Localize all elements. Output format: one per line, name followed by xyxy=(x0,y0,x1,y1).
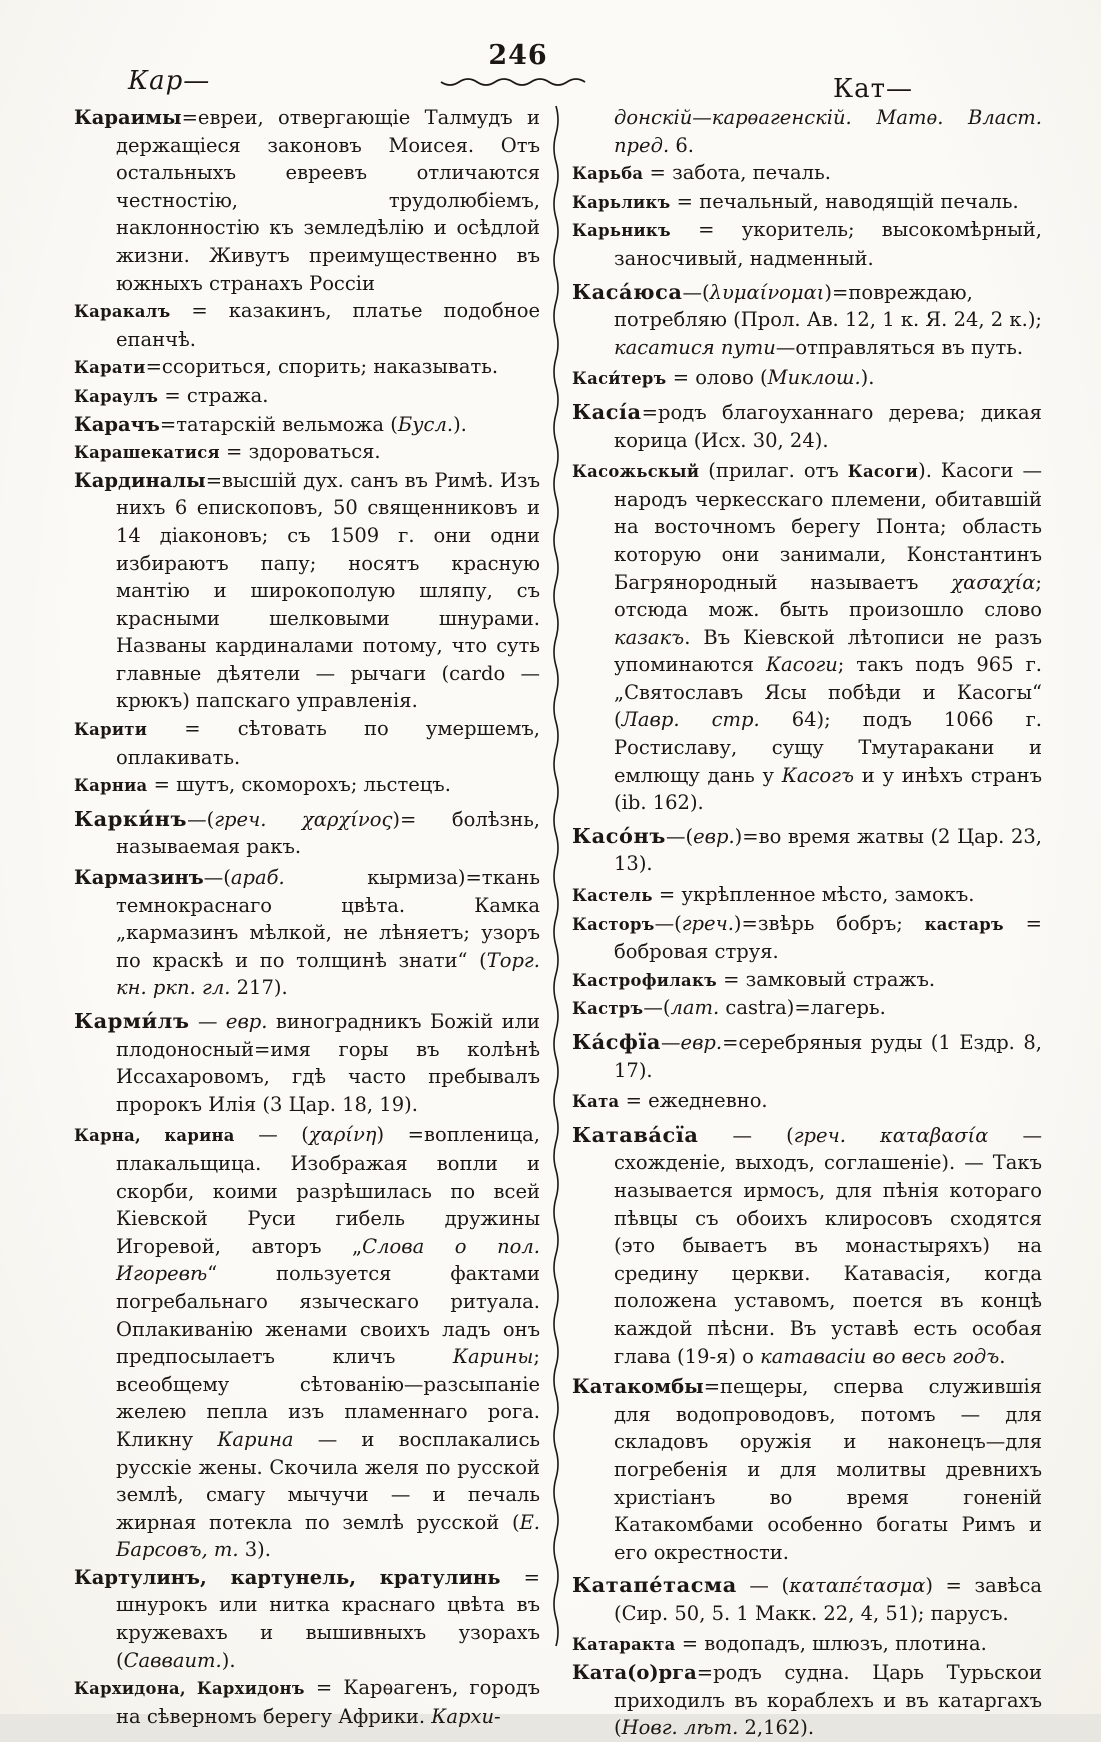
headword: Карьба xyxy=(572,164,644,184)
entry-text: = стража. xyxy=(158,383,269,407)
entry-text: )=во время жатвы (2 Цар. 23, 13). xyxy=(614,824,1042,876)
entry-text: = ежедневно. xyxy=(619,1089,768,1113)
headword: Караулъ xyxy=(74,386,159,406)
entry-text: =родъ благоуханнаго дерева; дикая корица (Исх. 30, 24). xyxy=(614,400,1042,452)
headword: Карниа xyxy=(74,776,148,796)
headword: Касторъ xyxy=(572,914,655,934)
entry-text-i: Кархи- xyxy=(431,1704,501,1728)
page-number-underline xyxy=(438,76,598,88)
entry-text: = бобровая струя. xyxy=(614,911,1042,964)
entry-text-i: Е. Барсовъ, т. xyxy=(116,1510,540,1562)
dictionary-entry xyxy=(572,398,1042,454)
entry-text-i: Карины xyxy=(452,1345,534,1369)
entry-text: = сѣтовать по умершемъ, оплакивать. xyxy=(116,717,540,769)
dictionary-entry xyxy=(572,1121,1042,1370)
left-column xyxy=(74,104,540,1742)
entry-text: ). xyxy=(221,1648,236,1672)
entry-text-i: греч. xyxy=(214,807,302,831)
headword: Кардиналы xyxy=(74,468,206,492)
entry-text-g: χασαχία xyxy=(951,570,1036,594)
entry-text-i: греч. xyxy=(793,1123,880,1147)
dictionary-entry xyxy=(572,1659,1042,1742)
entry-text: = шнурокъ или нитка краснаго цвѣта въ кружевахъ и вышивныхъ узорахъ ( xyxy=(116,1565,540,1672)
dictionary-entry xyxy=(572,216,1042,272)
column-divider xyxy=(540,104,572,1742)
dictionary-entry xyxy=(572,1028,1042,1084)
entry-text: — ( xyxy=(234,1123,309,1147)
entry-text: ). Касоги — народъ черкесскаго племени, обитавшій на восточномъ берегу Понта; область которую они занимали, Константинъ Багрянородный называетъ xyxy=(614,459,1043,594)
headword: Караимы xyxy=(74,106,182,129)
entry-text: —( xyxy=(203,866,231,890)
headword: Картулинъ, картунель, кратулинь xyxy=(74,1565,501,1589)
entry-text: = водопадъ, шлюзъ, плотина. xyxy=(675,1632,987,1656)
entry-text-i: лат. xyxy=(670,996,720,1020)
entry-text: =евреи, отвергающіе Талмудъ и держащіеся законовъ Моисея. Отъ остальныхъ евреевъ отличаются честностію, трудолюбіемъ, наклонностію къ земледѣлію и осѣдлой жизни. Живутъ преимущественно въ южныхъ странахъ Россіи xyxy=(116,106,540,295)
two-column-text xyxy=(74,104,1042,1742)
entry-text: ). xyxy=(453,412,467,436)
entry-text: 217). xyxy=(230,976,288,1000)
headword: Карна, карина xyxy=(74,1126,235,1146)
headword: Каси́теръ xyxy=(572,369,667,389)
entry-text-g: καταβασία xyxy=(879,1123,989,1147)
dictionary-entry xyxy=(74,805,540,861)
dictionary-entry xyxy=(572,457,1042,817)
entry-text-i: Торг. кн. ркп. гл. xyxy=(116,948,540,1000)
entry-text: 64); подъ 1066 г. Ростиславу, сущу Тмутаракани и емлющу дань у xyxy=(614,708,1042,787)
dictionary-entry xyxy=(572,1630,1042,1659)
dictionary-entry xyxy=(572,1087,1042,1116)
entry-text: кырмиза)=ткань темнокраснаго цвѣта. Камка „кармазинъ мѣлкой, не лѣняетъ; узоръ по краскѣ и по толщинѣ знати“ ( xyxy=(116,866,540,972)
entry-text-s: Касоги xyxy=(847,462,919,482)
entry-text: =высшій дух. санъ въ Римѣ. Изъ нихъ 6 епископовъ, 50 священниковъ и 14 діаконовъ; съ 1509 г. они одни избираютъ папу; носятъ красную мантію и широкополую шляпу, съ красными шелковыми шнурами. Названы кардиналами потому, что суть главные дѣятели — рычаги (cardo — крюкъ) папскаго управленія. xyxy=(116,468,540,713)
entry-text: —( xyxy=(654,911,682,935)
headword: Каракалъ xyxy=(74,302,171,322)
entry-text: ) = завѣса (Сир. 50, 5. 1 Макк. 22, 4, 51); парусъ. xyxy=(614,1574,1042,1625)
entry-text-i: Слова о пол. Игоревѣ xyxy=(116,1234,540,1286)
entry-text-i: евр. xyxy=(680,1031,723,1054)
entry-text: ; всеобщему сѣтованію—разсыпаніе желею пепла изъ пламеннаго рога. Кликну xyxy=(116,1345,540,1451)
entry-text: =пещеры, сперва служившія для водопроводовъ, потомъ — для складовъ оружія и наконецъ—для погребенія и для молитвы древнихъ христіанъ во время гоненій Катакомбами особенно богаты Римъ и его окрестности. xyxy=(614,1375,1042,1564)
dictionary-entry xyxy=(74,1121,540,1564)
entry-text-i: евр. xyxy=(225,1010,268,1033)
dictionary-entry xyxy=(74,864,540,1002)
entry-text: ; отсюда мож. быть произошло слово xyxy=(614,570,1042,622)
entry-text: — ( xyxy=(698,1123,794,1147)
entry-text: — и восплакались русскіе жены. Скочила желя по русской землѣ, смагу мычучи — и печаль жирная потекла по землѣ русской ( xyxy=(116,1427,540,1534)
headword: Катава́сїа xyxy=(572,1121,699,1147)
dictionary-entry xyxy=(572,910,1042,966)
entry-text-i: Новг. лѣт. xyxy=(621,1716,739,1740)
dictionary-entry xyxy=(572,881,1042,910)
headword: Карьликъ xyxy=(572,192,671,212)
dictionary-entry xyxy=(74,1674,540,1730)
entry-text-i: донскій—карѳагенскій. Матѳ. Власт. пред. xyxy=(614,106,1042,157)
dictionary-entry xyxy=(74,438,540,467)
entry-text: = укрѣпленное мѣсто, замокъ. xyxy=(652,883,975,907)
dictionary-entry xyxy=(74,715,540,771)
entry-text: — схожденіе, выходъ, соглашеніе). — Такъ называется ирмосъ, для пѣнія котораго пѣвцы съ обоихъ клиросовъ сходятся (это бываетъ въ монастыряхъ) на средину церкви. Катавасія, когда положена уставомъ, поется въ концѣ каждой пѣсни. Въ уставѣ есть особая глава (19-я) о xyxy=(614,1123,1043,1368)
entry-text-i: евр. xyxy=(693,824,735,848)
headword: Катапе́тасма xyxy=(572,1572,737,1598)
dictionary-entry xyxy=(74,297,540,353)
headword: Ката(о)рга xyxy=(572,1661,697,1685)
entry-text: = казакинъ, платье подобное епанчѣ. xyxy=(116,299,540,351)
dictionary-entry xyxy=(572,364,1042,393)
entry-text: — ( xyxy=(736,1574,790,1598)
entry-text-i: Бусл. xyxy=(397,412,454,436)
entry-text: =серебряныя руды (1 Ездр. 8, 17). xyxy=(614,1031,1042,1082)
dictionary-entry xyxy=(572,278,1042,362)
entry-text: ). xyxy=(860,366,875,390)
right-column-header: Кат— xyxy=(833,74,914,104)
entry-text-i: Лавр. стр. xyxy=(621,708,760,732)
headword: Карати xyxy=(74,358,146,378)
dictionary-entry xyxy=(572,1571,1042,1627)
left-column-header: Кар— xyxy=(128,66,211,96)
headword: Ката xyxy=(572,1092,620,1112)
entry-text-i: Миклош. xyxy=(767,366,861,390)
headword: Каса́юса xyxy=(572,278,683,304)
entry-text-g: χαρίνη xyxy=(308,1123,377,1147)
entry-text-s: кастаръ xyxy=(924,914,1004,934)
headword: Касожьскый xyxy=(572,462,700,482)
entry-text: . xyxy=(999,1344,1006,1368)
entry-text: = печальный, наводящій печаль. xyxy=(670,189,1019,213)
dictionary-entry xyxy=(74,382,540,411)
continuation-paragraph xyxy=(572,104,1042,159)
dictionary-entry xyxy=(74,1564,540,1674)
entry-text: = олово ( xyxy=(666,366,768,390)
headword: Катаракта xyxy=(572,1635,676,1655)
dictionary-entry xyxy=(572,822,1042,878)
entry-text-i: казакъ xyxy=(614,625,685,649)
entry-text: = здороваться. xyxy=(219,440,381,464)
entry-text: —( xyxy=(682,280,710,304)
entry-text-i: Касогъ xyxy=(781,763,854,787)
entry-text: ; такъ подъ 965 г. „Святославъ Ясы побѣди и Касогы“ ( xyxy=(614,653,1043,732)
dictionary-entry xyxy=(572,994,1042,1023)
entry-text: (прилаг. отъ xyxy=(699,459,848,483)
headword: Кастрофилакъ xyxy=(572,970,717,990)
headword: Касі́а xyxy=(572,398,642,424)
page-number: 246 xyxy=(488,40,548,71)
dictionary-entry xyxy=(74,104,540,297)
entry-text: = Карѳагенъ, городъ на сѣверномъ берегу Африки. xyxy=(116,1676,541,1728)
headword: Карми́лъ xyxy=(74,1008,190,1033)
headword: Кармазинъ xyxy=(74,866,204,890)
dictionary-entry xyxy=(572,1373,1042,1566)
entry-text: 2,162). xyxy=(738,1716,815,1740)
entry-text: ) =вопленица, плакальщица. Изображая вопли и скорби, коими разрѣшилась по всей Кіевской Руси гибель дружины Игоревой, авторъ „ xyxy=(116,1123,540,1258)
headword: Карачъ xyxy=(74,412,160,436)
entry-text: = замковый стражъ. xyxy=(716,967,936,991)
entry-text: =ссориться, спорить; наказывать. xyxy=(145,355,499,379)
headword: Карашекатися xyxy=(74,443,220,463)
entry-text: =татарскій вельможа ( xyxy=(159,412,398,436)
headword: Касо́нъ xyxy=(572,822,666,848)
entry-text: = укоритель; высокомѣрный, заносчивый, надменный. xyxy=(614,218,1042,270)
dictionary-entry xyxy=(572,159,1042,188)
dictionary-entry xyxy=(74,353,540,382)
entry-text-g: χαρχίνος xyxy=(301,807,393,831)
entry-text: 6. xyxy=(669,133,694,157)
entry-text: и у инѣхъ странъ (ib. 162). xyxy=(614,763,1042,815)
entry-text-i: Савваит. xyxy=(123,1648,222,1672)
entry-text: —отправляться въ путь. xyxy=(775,335,1024,359)
dictionary-entry xyxy=(572,188,1042,217)
entry-text: —( xyxy=(643,996,671,1020)
entry-text: —( xyxy=(665,824,694,848)
entry-text: = шутъ, скоморохъ; льстецъ. xyxy=(147,773,451,797)
entry-text: — xyxy=(661,1031,681,1054)
entry-text-g: καταπέτασμα xyxy=(789,1574,926,1598)
entry-text: “ пользуется фактами погребальнаго языческаго ритуала. Оплакиванію женами своихъ ладъ онъ предпосылаетъ кличъ xyxy=(116,1262,540,1369)
entry-text-g: λυμαίνομαι xyxy=(709,280,825,304)
entry-text-i: Касоги xyxy=(765,653,838,677)
entry-text-i: Карина xyxy=(217,1427,294,1451)
headword: Карити xyxy=(74,720,148,740)
entry-text: —( xyxy=(187,807,215,831)
headword: Карки́нъ xyxy=(74,805,188,831)
entry-text: )=звѣрь бобръ; xyxy=(733,911,925,935)
entry-text: . Въ Кіевской лѣтописи не разъ упоминаются xyxy=(614,625,1042,677)
entry-text: )=повреждаю, потребляю (Прол. Ав. 12, 1 к. Я. 24, 2 к.); xyxy=(614,280,1042,332)
headword: Кастель xyxy=(572,886,653,906)
headword: Карьникъ xyxy=(572,221,671,241)
headword: Ка́сфїа xyxy=(572,1029,662,1054)
entry-text-i: араб. xyxy=(230,866,285,890)
dictionary-entry xyxy=(74,1007,540,1118)
entry-text-i: касатися пути xyxy=(614,335,776,359)
entry-text: 3). xyxy=(238,1538,271,1562)
entry-text: castra)=лагерь. xyxy=(719,996,886,1020)
entry-text: )= болѣзнь, называемая ракъ. xyxy=(116,807,541,859)
entry-text-i: катавасіи во весь годъ xyxy=(760,1344,1000,1368)
entry-text: = забота, печаль. xyxy=(643,161,831,185)
headword: Кастръ xyxy=(572,999,644,1019)
entry-text: — xyxy=(189,1010,226,1033)
dictionary-entry xyxy=(74,467,540,715)
dictionary-entry xyxy=(74,411,540,439)
entry-text: виноградникъ Божій или плодоносный=имя горы въ колѣнѣ Иссахаровомъ, гдѣ часто пребывалъ пророкъ Илія (3 Цар. 18, 19). xyxy=(116,1010,540,1116)
entry-text-i: греч. xyxy=(681,911,734,935)
right-column xyxy=(572,104,1042,1742)
entry-text: =родъ судна. Царь Турьскои приходилъ въ кораблехъ и въ катаргахъ ( xyxy=(614,1661,1042,1740)
dictionary-entry xyxy=(572,966,1042,995)
headword: Катакомбы xyxy=(572,1375,704,1399)
headword: Кархидона, Кархидонъ xyxy=(74,1679,305,1699)
dictionary-entry xyxy=(74,771,540,800)
